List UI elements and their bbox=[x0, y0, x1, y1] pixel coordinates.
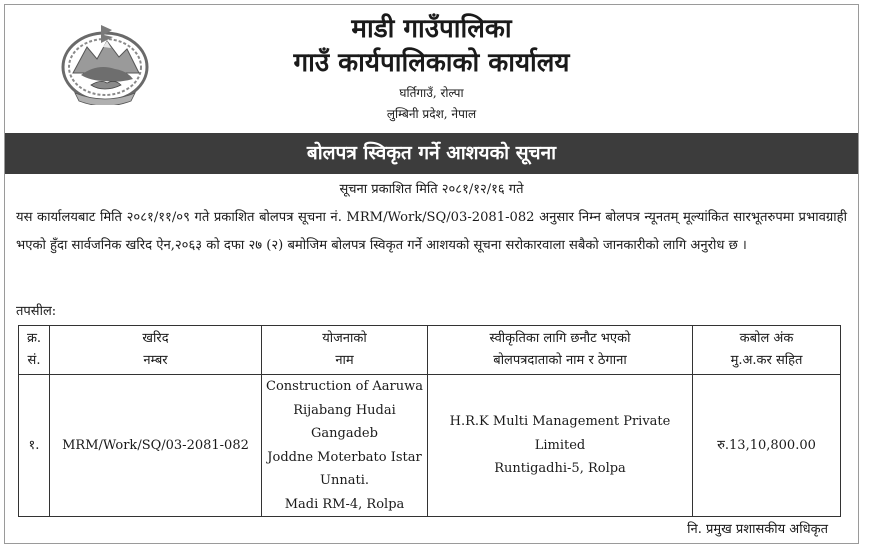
cell-bidder bbox=[428, 375, 693, 517]
project-name-line: Construction of Aaruwa bbox=[266, 379, 423, 394]
header-text: कबोल अंक bbox=[739, 331, 794, 346]
project-name-line: Unnati. bbox=[320, 473, 369, 488]
cell-amount: रु.13,10,800.00 bbox=[693, 375, 841, 517]
column-header-procurement-no bbox=[50, 326, 262, 375]
table-header-row bbox=[19, 326, 841, 375]
office-subtitle: गाउँ कार्यपालिकाको कार्यालय bbox=[293, 48, 570, 78]
cell-procurement-no: MRM/Work/SQ/03-2081-082 bbox=[50, 375, 262, 517]
column-header-sn bbox=[19, 326, 50, 375]
header-text: क्र. bbox=[26, 331, 42, 346]
address-line-2: लुम्बिनी प्रदेश, नेपाल bbox=[386, 107, 477, 121]
header-text: खरिद bbox=[142, 331, 169, 346]
office-name-title: माडी गाउँपालिका bbox=[351, 14, 512, 44]
column-header-amount bbox=[693, 326, 841, 375]
details-label: तपसील: bbox=[16, 304, 57, 319]
bid-acceptance-table bbox=[18, 325, 841, 517]
column-header-project-name bbox=[262, 326, 428, 375]
project-name-line: Rijabang Hudai Gangadeb bbox=[293, 402, 396, 441]
notice-title-banner: बोलपत्र स्विकृत गर्ने आशयको सूचना bbox=[5, 133, 858, 174]
bidder-name: H.R.K Multi Management Private Limited bbox=[449, 414, 671, 453]
address-line-1: घर्तिगाउँ, रोल्पा bbox=[399, 86, 464, 100]
notice-body-paragraph: यस कार्यालयबाट मिति २०८१/११/०९ गते प्रकाशित बोलपत्र सूचना नं. MRM/Work/SQ/03-2081-082 अनुसार निम्न बोलपत्र न्यूनतम् मूल्यांकित सारभूतरुपमा प्रभावग्राही भएको हुँदा सार्वजनिक खरिद ऐन,२०६३ को दफा २७ (२) बमोजिम बोलपत्र स्विकृत गर्ने आशयको सूचना सरोकारवाला सबैको जानकारीको लागि अनुरोध छ । bbox=[16, 210, 847, 253]
header-text: योजनाको bbox=[322, 331, 367, 346]
notice-page bbox=[4, 4, 859, 544]
table-row bbox=[19, 375, 841, 517]
header-text: नाम bbox=[335, 353, 354, 368]
signatory-title: नि. प्रमुख प्रशासकीय अधिकृत bbox=[687, 522, 828, 537]
column-header-bidder bbox=[428, 326, 693, 375]
header-text: स्वीकृतिका लागि छनौट भएको bbox=[489, 331, 631, 346]
bidder-address: Runtigadhi-5, Rolpa bbox=[494, 461, 626, 477]
header-text: सं. bbox=[27, 353, 41, 368]
header-text: नम्बर bbox=[143, 353, 168, 368]
publish-date-line: सूचना प्रकाशित मिति २०८१/१२/१६ गते bbox=[339, 182, 524, 197]
header-text: बोलपत्रदाताको नाम र ठेगाना bbox=[493, 353, 627, 368]
cell-project-name bbox=[262, 375, 428, 517]
header-text: मु.अ.कर सहित bbox=[730, 353, 803, 368]
cell-sn: १. bbox=[19, 375, 50, 517]
project-name-line: Joddne Moterbato Istar bbox=[267, 449, 422, 465]
project-location: Madi RM-4, Rolpa bbox=[284, 496, 405, 512]
